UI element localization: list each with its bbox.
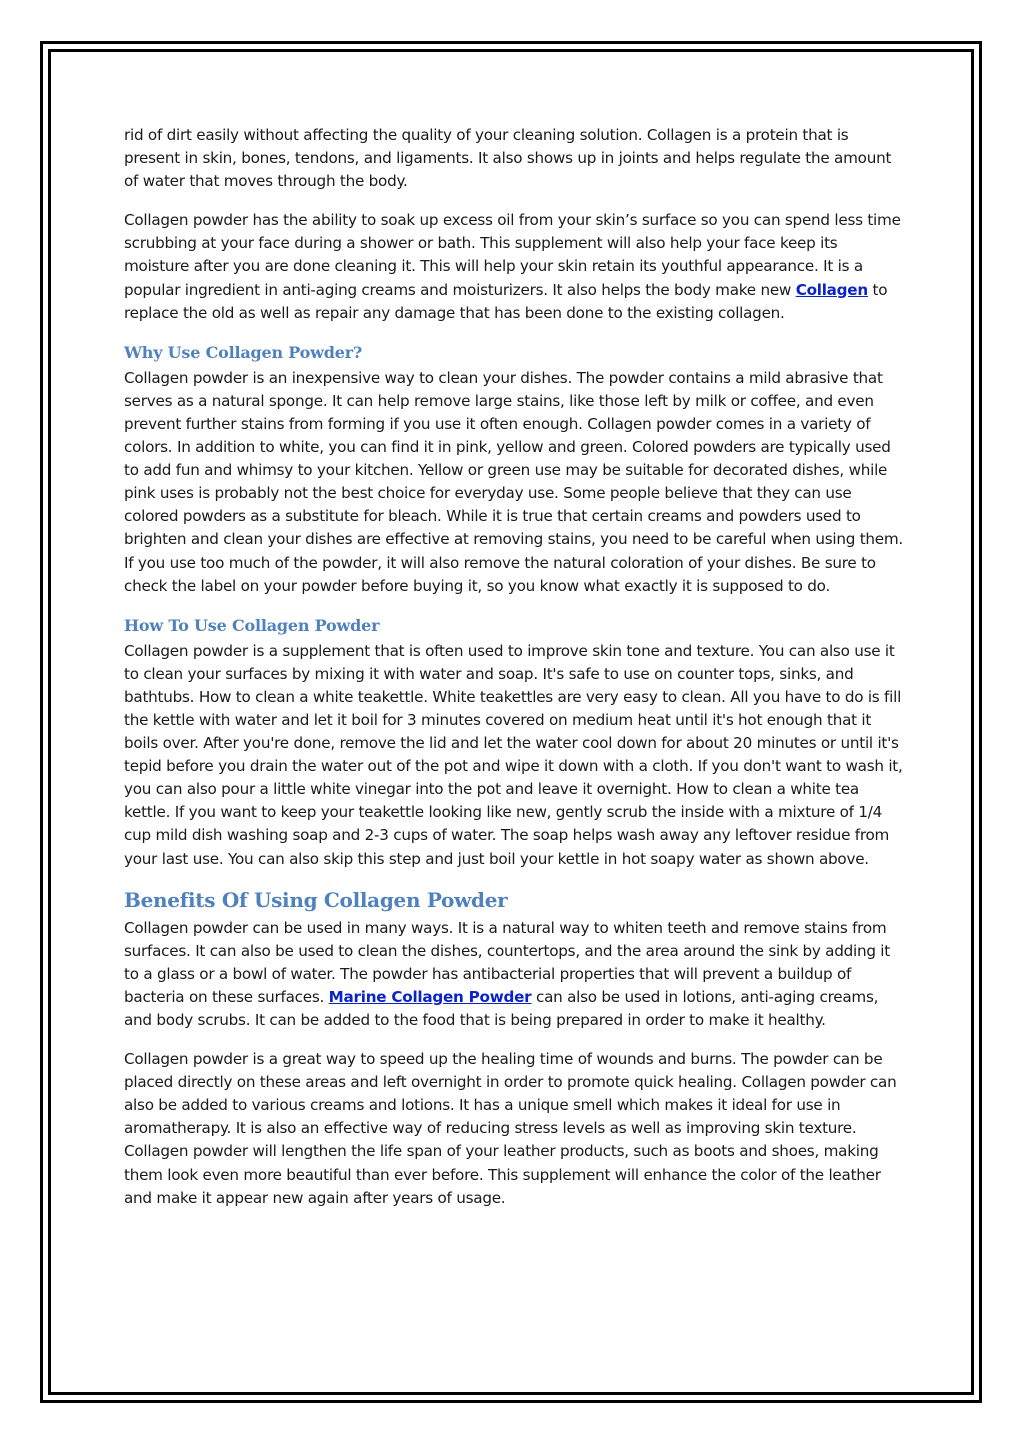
intro-paragraph-2-text-a: Collagen powder has the ability to soak up excess oil from your skin’s surface so you can spend less time scrubbing at your face during a shower or bath. This supplement will also help your face keep its moisture after you are done cleaning it. This will help your skin retain its youthful appearance. It is a popular ingredient in anti-aging creams and moisturizers. It also helps the body make new bbox=[124, 211, 901, 299]
benefits-paragraph-1 bbox=[124, 917, 904, 1032]
intro-paragraph-1: rid of dirt easily without affecting the quality of your cleaning solution. Collagen is a protein that is present in skin, bones, tendons, and ligaments. It also shows up in joints and helps regulate the amount of water that moves through the body. bbox=[124, 126, 892, 191]
marine-collagen-powder-link[interactable]: Marine Collagen Powder bbox=[328, 987, 532, 1006]
why-heading: Why Use Collagen Powder? bbox=[124, 342, 363, 362]
why-paragraph: Collagen powder is an inexpensive way to clean your dishes. The powder contains a mild abrasive that serves as a natural sponge. It can help remove large stains, like those left by milk or coffee, and even prevent further stains from forming if you use it often enough. Collagen powder comes in a variety of colors. In addition to white, you can find it in pink, yellow and green. Colored powders are typically used to add fun and whimsy to your kitchen. Yellow or green use may be suitable for decorated dishes, while pink uses is probably not the best choice for everyday use. Some people believe that they can use colored powders as a substitute for bleach. While it is true that certain creams and powders used to brighten and clean your dishes are effective at removing stains, you need to be careful when using them. If you use too much of the powder, it will also remove the natural coloration of your dishes. Be sure to check the label on your powder before buying it, so you know what exactly it is supposed to do. bbox=[124, 368, 904, 595]
benefits-heading: Benefits Of Using Collagen Powder bbox=[124, 887, 508, 912]
benefits-paragraph-1-text-b: can also be used in lotions, anti-aging creams, and body scrubs. It can be added to the food that is being prepared in order to make it healthy. bbox=[124, 987, 879, 1029]
intro-paragraph-2 bbox=[124, 209, 904, 324]
document-body bbox=[124, 124, 904, 1226]
how-paragraph: Collagen powder is a supplement that is often used to improve skin tone and texture. You can also use it to clean your surfaces by mixing it with water and soap. It's safe to use on counter tops, sinks, and bathtubs. How to clean a white teakettle. White teakettles are very easy to clean. All you have to do is fill the kettle with water and let it boil for 3 minutes covered on medium heat until it's hot enough that it boils over. After you're done, remove the lid and let the water cool down for about 20 minutes or until it's tepid before you drain the water out of the pot and wipe it down with a cloth. If you don't want to wash it, you can also pour a little white vinegar into the pot and leave it overnight. How to clean a white tea kettle. If you want to keep your teakettle looking like new, gently scrub the inside with a mixture of 1/4 cup mild dish washing soap and 2-3 cups of water. The soap helps wash away any leftover residue from your last use. You can also skip this step and just boil your kettle in hot soapy water as shown above. bbox=[124, 641, 903, 868]
intro-paragraph-2-text-b: to replace the old as well as repair any damage that has been done to the existing collagen. bbox=[124, 280, 888, 322]
collagen-link[interactable]: Collagen bbox=[795, 280, 868, 299]
benefits-paragraph-2: Collagen powder is a great way to speed up the healing time of wounds and burns. The powder can be placed directly on these areas and left overnight in order to promote quick healing. Collagen powder can also be added to various creams and lotions. It has a unique smell which makes it ideal for use in aromatherapy. It is also an effective way of reducing stress levels as well as improving skin texture. Collagen powder will lengthen the life span of your leather products, such as boots and shoes, making them look even more beautiful than ever before. This supplement will enhance the color of the leather and make it appear new again after years of usage. bbox=[124, 1050, 897, 1207]
how-heading: How To Use Collagen Powder bbox=[124, 615, 380, 635]
benefits-paragraph-1-text-a: Collagen powder can be used in many ways. It is a natural way to whiten teeth and remove stains from surfaces. It can also be used to clean the dishes, countertops, and the area around the sink by adding it to a glass or a bowl of water. The powder has antibacterial properties that will prevent a buildup of bacteria on these surfaces. bbox=[124, 918, 890, 1006]
